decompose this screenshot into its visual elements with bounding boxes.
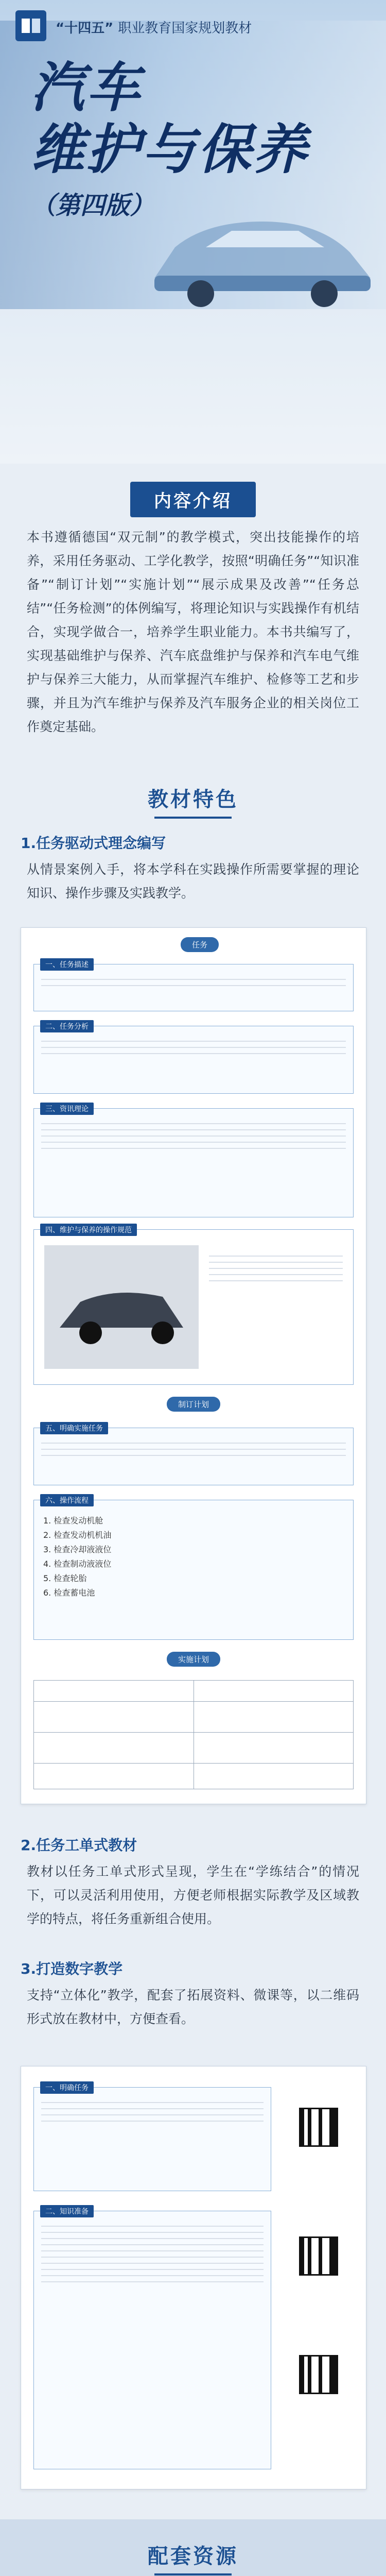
knowledge-lines-2 [41,2226,264,2282]
operation-step: 3. 检查冷却液液位 [43,1545,112,1554]
operation-step: 2. 检查发动机机油 [43,1530,112,1540]
task-desc-box [33,961,354,1011]
features-underline [154,817,232,819]
info-theory-box [33,1105,354,1217]
sample-page-1 [21,927,366,1804]
confirm-lines-2 [41,2102,264,2122]
knowledge-heading-2: 二、知识准备 [40,2205,94,2217]
sample-tag-pill: 任务 [181,937,219,952]
qr-code[interactable] [299,2355,338,2394]
feature3-title: 3.打造数字教学 [21,1960,123,1977]
series-label-sub: 职业教育国家规划教材 [118,21,252,36]
feature2-title: 2.任务工单式教材 [21,1837,137,1854]
operation-step: 6. 检查蓄电池 [43,1588,95,1598]
confirm-task-heading: 五、明确实施任务 [40,1422,108,1434]
info-theory-lines [41,1123,346,1149]
resources-heading [0,2540,386,2575]
book-title-line2: 维护与保养 [31,117,309,181]
operation-flow-heading: 六、操作流程 [40,1494,94,1506]
task-desc-lines [41,979,346,986]
car-illustration [144,191,381,309]
operation-flow-box [33,1497,354,1640]
book-icon [20,15,42,36]
intro-body: 本书遵循德国“双元制”的教学模式，突出技能操作的培养，采用任务驱动、工学化教学，按照“明确任务”“知识准备”“制订计划”“实施计划”“展示成果及改善”“任务总结”“任务检测”的体例编写，将理论知识与实践操作有机结合，实现学做合一，培养学生职业能力。本书共编写了，实现基础维护与保养、汽车底盘维护与保养和汽车电气维护与保养三大能力，从而掌握汽车维护、检修等工艺和步骤，并且为汽车维护与保养及汽车服务企业的相关岗位工作奠定基础。 [27,530,359,734]
edition-label: （第四版） [31,191,155,220]
task-desc-heading: 一、任务描述 [40,958,94,971]
plan-pill: 制订计划 [167,1397,220,1412]
resources-section [0,2519,386,2576]
operation-step: 1. 检查发动机舱 [43,1516,103,1526]
procedure-lines [209,1250,343,1286]
book-title [31,57,309,180]
feature2-body: 教材以任务工单式形式呈现，学生在“学练结合”的情况下，可以灵活利用使用，方便老师根据实际教学及区域教学的特点，将任务重新组合使用。 [27,1864,359,1926]
procedure-box [33,1226,354,1385]
sample-page-1-tag [181,937,219,952]
feature1-title: 1.任务驱动式理念编写 [21,835,166,852]
procedure-heading: 四、维护与保养的操作规范 [40,1224,137,1236]
implement-pill-row [21,1652,366,1667]
info-theory-heading: 三、资讯理论 [40,1103,94,1115]
operation-step: 4. 检查制动液液位 [43,1559,112,1569]
qr-code[interactable] [299,2108,338,2147]
intro-heading-text: 内容介绍 [130,482,256,517]
implement-pill: 实施计划 [167,1652,220,1667]
cover [0,0,386,464]
confirm-task-box [33,1425,354,1485]
intro-heading [0,482,386,517]
series-label-main: “十四五” [56,21,114,36]
book-title-line1: 汽车 [31,56,143,119]
task-analysis-lines [41,1041,346,1054]
resources-underline [154,2573,232,2575]
confirm-heading-2: 一、明确任务 [40,2081,94,2094]
features-heading-text: 教材特色 [148,788,238,811]
task-analysis-heading: 二、任务分析 [40,1020,94,1032]
knowledge-box-2 [33,2208,271,2469]
plan-pill-row [21,1397,366,1412]
qr-code[interactable] [299,2236,338,2276]
task-analysis-box [33,1023,354,1094]
resources-heading-text: 配套资源 [148,2545,238,2568]
feature3-body: 支持“立体化”教学，配套了拓展资料、微课等，以二维码形式放在教材中，方便查看。 [27,1988,359,2026]
confirm-box-2 [33,2084,271,2191]
features-heading [0,783,386,819]
operation-step: 5. 检查轮胎 [43,1573,87,1583]
operation-steps [43,1514,111,1600]
sample-page-2 [21,2066,366,2489]
implement-table [33,1680,354,1789]
feature1-body: 从情景案例入手，将本学科在实践操作所需要掌握的理论知识、操作步骤及实践教学。 [27,862,359,901]
car-photo [44,1245,199,1369]
confirm-task-lines [41,1443,346,1456]
series-label [56,18,252,37]
series-badge [15,10,46,41]
